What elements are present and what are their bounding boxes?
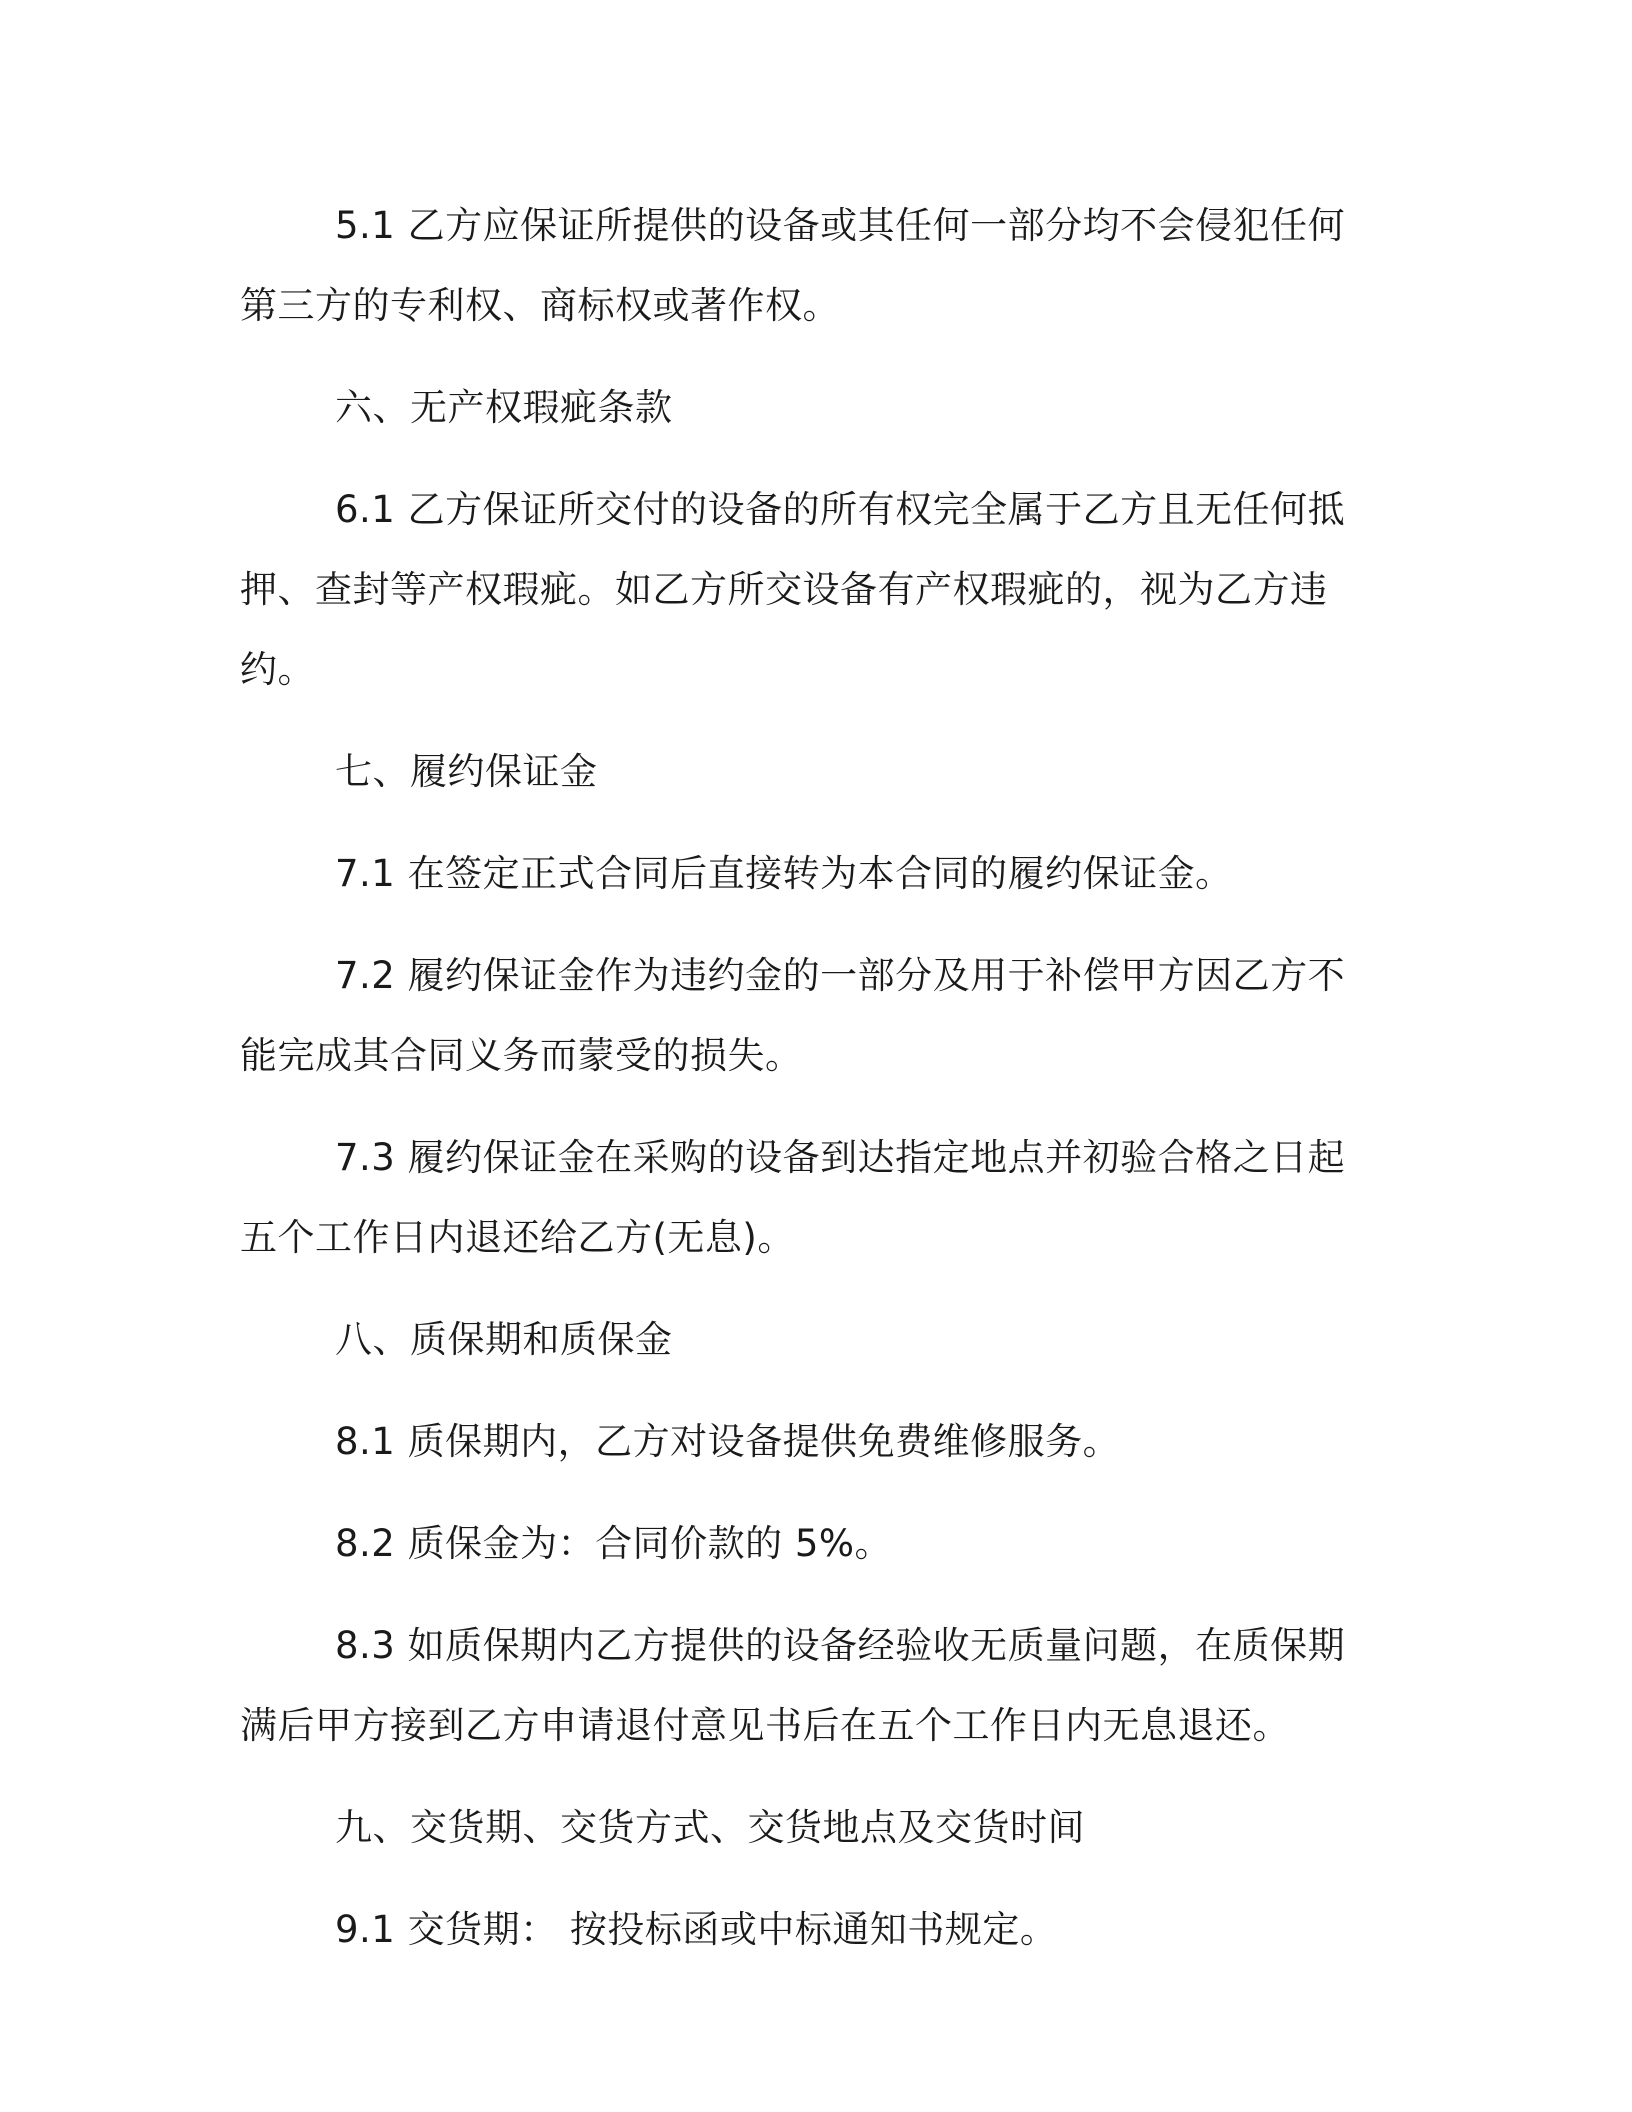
document-body xyxy=(240,186,1380,1992)
section-heading-6: 六、无产权瑕疵条款 xyxy=(335,386,673,429)
section-heading-7: 七、履约保证金 xyxy=(335,750,598,793)
clause-8-1: 8.1 质保期内，乙方对设备提供免费维修服务。 xyxy=(335,1420,1121,1463)
clause-7-2: 7.2 履约保证金作为违约金的一部分及用于补偿甲方因乙方不能完成其合同义务而蒙受的损失。 xyxy=(240,954,1346,1077)
clause-6-1: 6.1 乙方保证所交付的设备的所有权完全属于乙方且无任何抵押、查封等产权瑕疵。如乙方所交设备有产权瑕疵的，视为乙方违约。 xyxy=(240,488,1346,691)
clause-7-3: 7.3 履约保证金在采购的设备到达指定地点并初验合格之日起五个工作日内退还给乙方(无息)。 xyxy=(240,1136,1346,1259)
clause-9-1: 9.1 交货期： 按投标函或中标通知书规定。 xyxy=(335,1908,1058,1951)
clause-8-3: 8.3 如质保期内乙方提供的设备经验收无质量问题，在质保期满后甲方接到乙方申请退付意见书后在五个工作日内无息退还。 xyxy=(240,1624,1346,1747)
clause-8-2: 8.2 质保金为：合同价款的 5%。 xyxy=(335,1522,893,1565)
section-heading-8: 八、质保期和质保金 xyxy=(335,1318,673,1361)
clause-5-1: 5.1 乙方应保证所提供的设备或其任何一部分均不会侵犯任何第三方的专利权、商标权或著作权。 xyxy=(240,204,1346,327)
section-heading-9: 九、交货期、交货方式、交货地点及交货时间 xyxy=(335,1806,1085,1849)
clause-7-1: 7.1 在签定正式合同后直接转为本合同的履约保证金。 xyxy=(335,852,1233,895)
